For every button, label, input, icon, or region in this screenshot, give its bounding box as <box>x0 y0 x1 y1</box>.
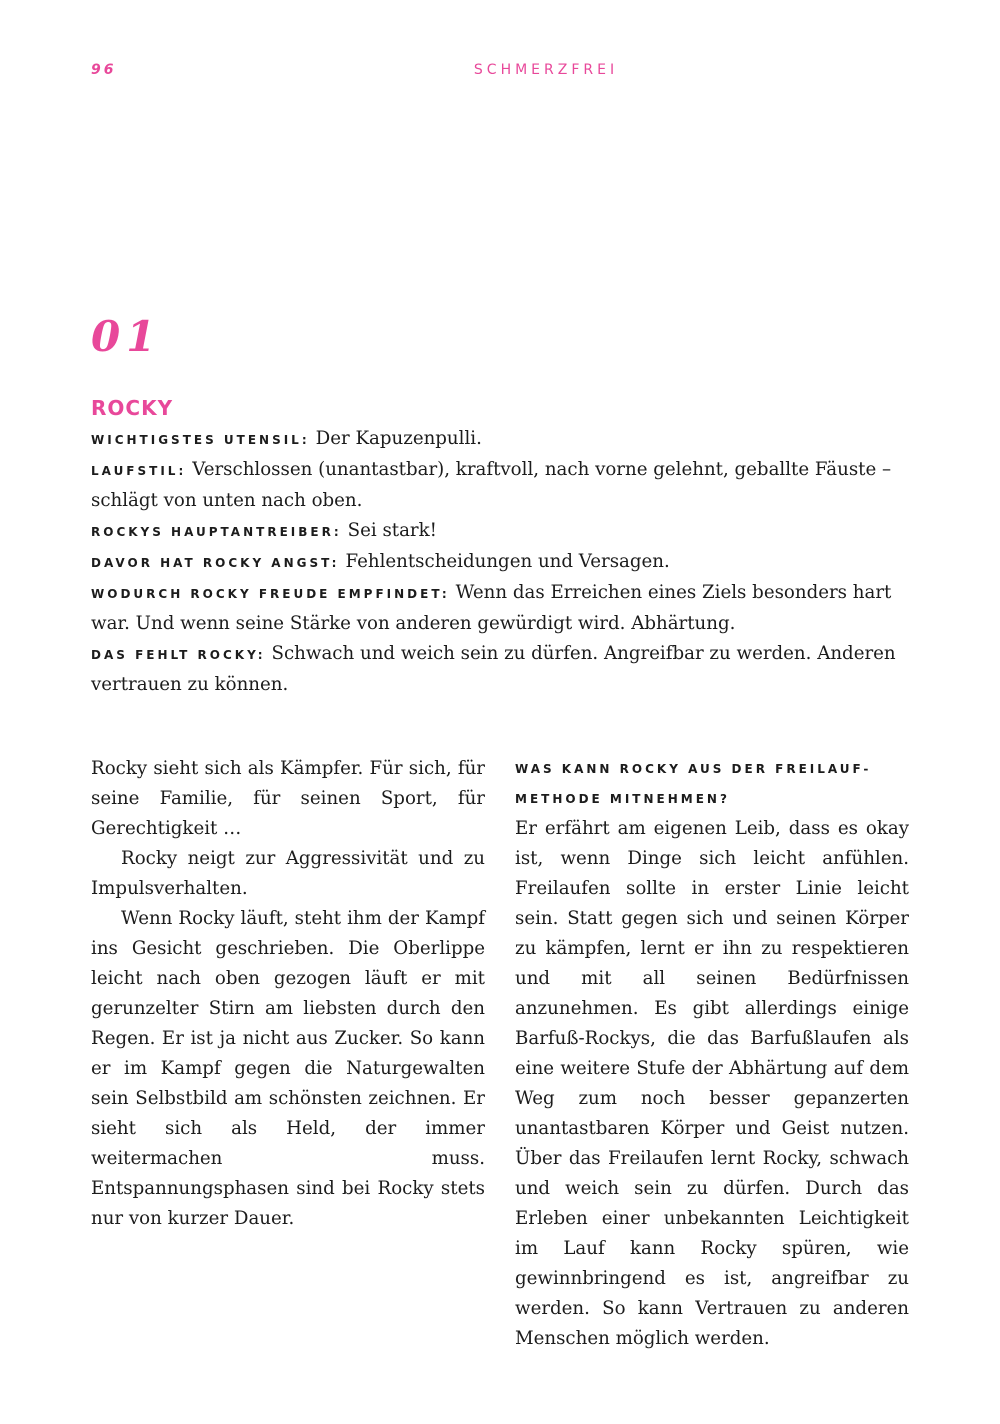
body-paragraph: Rocky sieht sich als Kämpfer. Für sich, für seine Familie, für seinen Sport, für Gerechtigkeit … <box>91 758 485 839</box>
profile-text: Schwach und weich sein zu dürfen. Angreifbar zu werden. Anderen vertrauen zu können. <box>91 643 896 695</box>
profile-text: Wenn das Erreichen eines Ziels besonders hart war. Und wenn seine Stärke von anderen gewürdigt wird. Abhärtung. <box>91 582 892 634</box>
profile-text: Fehlentscheidungen und Versagen. <box>345 551 670 572</box>
profile-label: ROCKYS HAUPTANTREIBER: <box>91 525 342 539</box>
profile-item <box>91 455 909 516</box>
profile-item <box>91 424 909 455</box>
profile-label: DAVOR HAT ROCKY ANGST: <box>91 556 340 570</box>
profile-item <box>91 639 909 700</box>
left-column <box>91 754 485 1234</box>
profile-label: WODURCH ROCKY FREUDE EMPFINDET: <box>91 587 450 601</box>
profile-item <box>91 578 909 639</box>
profile-label: LAUFSTIL: <box>91 464 187 478</box>
running-head <box>91 62 909 86</box>
body-paragraph: Wenn Rocky läuft, steht ihm der Kampf ins Gesicht geschrieben. Die Oberlippe leicht nach oben gezogen läuft er mit gerunzelter Stirn am liebsten durch den Regen. Er ist ja nicht aus Zucker. So kann er im Kampf gegen die Naturgewalten sein Selbstbild am schönsten zeichnen. Er sieht sich als Held, der immer weitermachen muss. Entspannungsphasen sind bei Rocky stets nur von kurzer Dauer. <box>91 908 485 1229</box>
profile-block <box>91 424 909 700</box>
chapter-number: 01 <box>91 312 162 361</box>
profile-text: Sei stark! <box>347 520 437 541</box>
profile-text: Der Kapuzenpulli. <box>315 428 482 449</box>
body-paragraph: Er erfährt am eigenen Leib, dass es okay ist, wenn Dinge sich leicht anfühlen. Freilaufen sollte in erster Linie leicht sein. Statt gegen sich und seinen Körper zu kämpfen, lernt er ihn zu respektieren und mit all seinen Bedürfnissen anzunehmen. Es gibt allerdings einige Barfuß-Rockys, die das Barfußlaufen als eine weitere Stufe der Abhärtung auf dem Weg zum noch besser gepanzerten unantastbaren Körper und Geist nutzen. Über das Freilaufen lernt Rocky, schwach und weich sein zu dürfen. Durch das Erleben einer unbekannten Leichtigkeit im Lauf kann Rocky spüren, wie gewinnbringend es ist, angreifbar zu werden. So kann Vertrauen zu anderen Menschen möglich werden. <box>515 818 909 1349</box>
right-column <box>515 754 909 1354</box>
section-heading: WAS KANN ROCKY AUS DER FREILAUF-METHODE MITNEHMEN? <box>515 762 872 806</box>
profile-item <box>91 516 909 547</box>
body-paragraph: Rocky neigt zur Aggressivität und zu Impulsverhalten. <box>91 848 485 899</box>
page-number: 96 <box>91 62 117 78</box>
profile-label: WICHTIGSTES UTENSIL: <box>91 433 310 447</box>
profile-label: DAS FEHLT ROCKY: <box>91 648 266 662</box>
book-title: SCHMERZFREI <box>473 62 619 78</box>
profile-text: Verschlossen (unantastbar), kraftvoll, nach vorne gelehnt, geballte Fäuste – schlägt von unten nach oben. <box>91 459 892 511</box>
chapter-title: ROCKY <box>91 396 174 420</box>
profile-item <box>91 547 909 578</box>
